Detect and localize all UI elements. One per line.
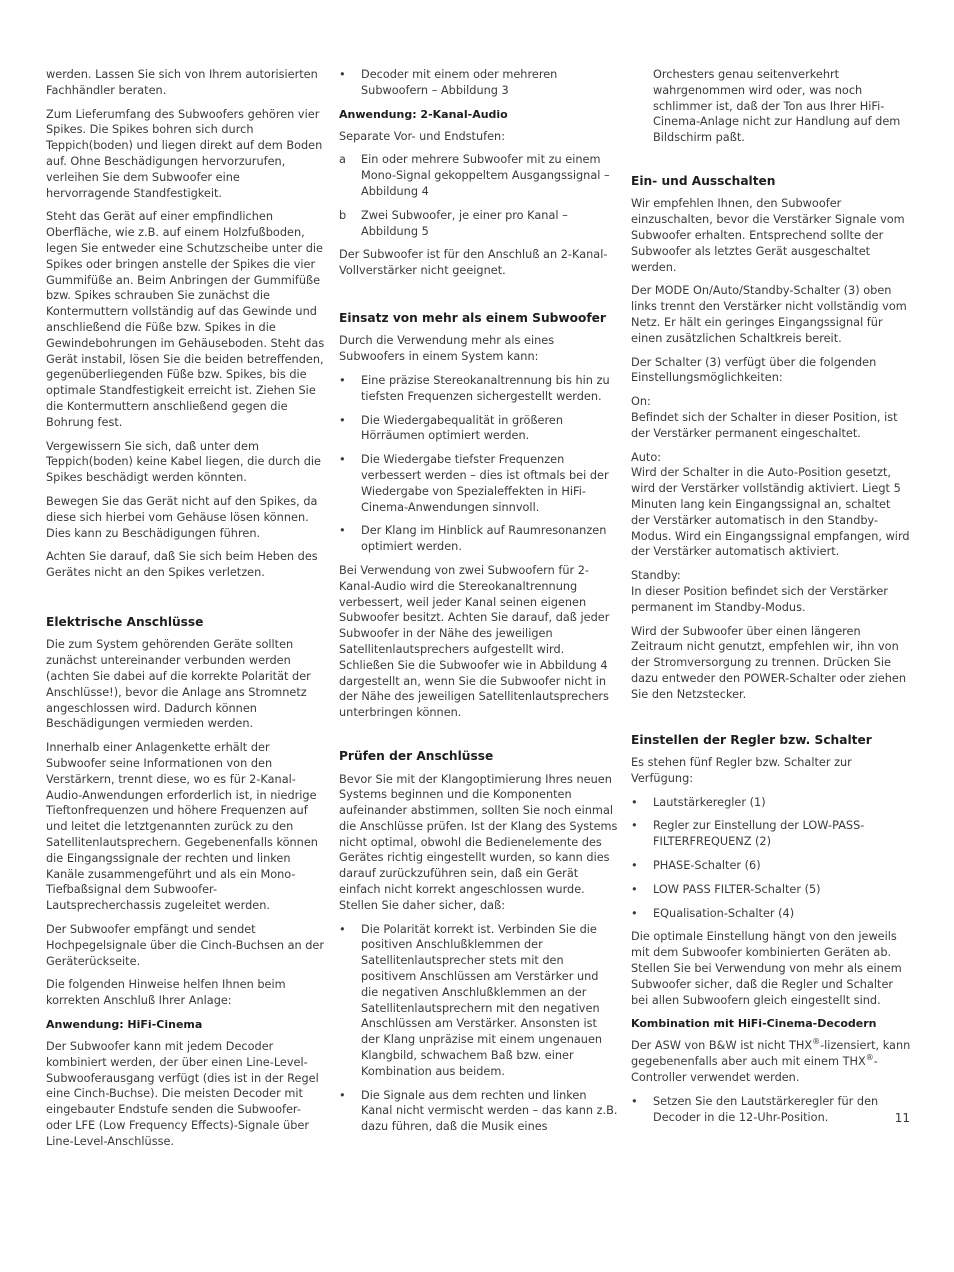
mode-auto-description: Auto: Wird der Schalter in die Auto-Position gesetzt, wird der Verstärker vollständig aktiviert. Liegt 5 Minuten lang kein Eingangssignal an, schaltet der Verstärker automatisch in den Standby-Modus. Wird ein Eingangssignal empfangen, wird der Verstärker automatisch aktiviert. bbox=[631, 450, 910, 559]
bullet-marker: • bbox=[631, 819, 638, 833]
bullet-marker: • bbox=[339, 374, 346, 388]
paragraph: Es stehen fünf Regler bzw. Schalter zur Verfügung: bbox=[631, 756, 852, 785]
paragraph: Durch die Verwendung mehr als eines Subwoofers in einem System kann: bbox=[339, 334, 555, 364]
bullet-marker: • bbox=[631, 906, 638, 920]
registered-mark: ® bbox=[865, 1053, 874, 1063]
heading-elektrische-anschluesse: Elektrische Anschlüsse bbox=[46, 614, 204, 629]
mode-label: Auto: bbox=[631, 450, 662, 464]
list-item: b Zwei Subwoofer, je einer pro Kanal – Abbildung 5 bbox=[339, 208, 568, 238]
subheading-2-kanal-audio: Anwendung: 2-Kanal-Audio bbox=[339, 107, 508, 121]
paragraph: Innerhalb einer Anlagenkette erhält der Subwoofer seine Informationen von den Verstärkern, trennt diese, wo es für 2-Kanal-Audio-Anwendungen erforderlich ist, in niedrige Tieftonfrequenzen und höhere Frequenzen auf und leitet die letztgenannten zurück zu den Satellitenlautsprechern. Gegebenenfalls können die Eingangssignale der rechten und linken Kanäle zusammengeführt und als ein Mono-Tiefbaßsignal dem Subwoofer-Lautsprecherchassis zugeleitet werden. bbox=[46, 741, 318, 913]
list-item: • Die Wiedergabequalität in größeren Hörräumen optimiert werden. bbox=[339, 413, 564, 443]
list-item: • LOW PASS FILTER-Schalter (5) bbox=[631, 882, 821, 896]
paragraph: Der Subwoofer ist für den Anschluß an 2-Kanal-Vollverstärker nicht geeignet. bbox=[339, 248, 608, 278]
heading-einstellen-regler: Einstellen der Regler bzw. Schalter bbox=[631, 732, 872, 747]
paragraph: Orchesters genau seitenverkehrt wahrgenommen wird oder, was noch schlimmer ist, daß der Ton aus Ihrer HiFi-Cinema-Anlage nicht zur Handlung auf dem Bildschirm paßt. bbox=[653, 68, 901, 145]
paragraph: werden. Lassen Sie sich von Ihrem autorisierten Fachhändler beraten. bbox=[46, 68, 318, 97]
paragraph: Zum Lieferumfang des Subwoofers gehören vier Spikes. Die Spikes bohren sich durch Teppich(boden) und liegen direkt auf dem Boden auf. Ohne Beschädigungen hervorzurufen, verleihen Sie dem Subwoofer eine hervorragende Standfestigkeit. bbox=[46, 107, 323, 200]
paragraph: Der Subwoofer empfängt und sendet Hochpegelsignale über die Cinch-Buchsen an der Geräterückseite. bbox=[46, 922, 325, 968]
bullet-marker: • bbox=[339, 68, 346, 81]
bullet-list bbox=[339, 67, 619, 99]
bullet-list bbox=[631, 795, 911, 922]
bullet-marker: • bbox=[339, 922, 346, 936]
list-marker: a bbox=[339, 153, 346, 167]
registered-mark: ® bbox=[812, 1037, 821, 1047]
paragraph: Die optimale Einstellung hängt von den jeweils mit dem Subwoofer kombinierten Geräten ab. Stellen Sie bei Verwendung von mehr als einem Subwoofer sicher, daß die Regler und Schalter bei allen Subwoofern gleich eingestellt sind. bbox=[631, 930, 902, 1007]
page-number: 11 bbox=[894, 1111, 910, 1125]
list-item: • Eine präzise Stereokanaltrennung bis hin zu tiefsten Frequenzen sichergestellt werden. bbox=[339, 374, 610, 403]
bullet-list bbox=[631, 1094, 911, 1126]
list-item: • Lautstärkeregler (1) bbox=[631, 795, 766, 809]
bullet-marker: • bbox=[631, 1094, 638, 1108]
paragraph: Der Schalter (3) verfügt über die folgenden Einstellungsmöglichkeiten: bbox=[631, 355, 877, 385]
mode-on-description: On: Befindet sich der Schalter in dieser Position, ist der Verstärker permanent eingeschaltet. bbox=[631, 395, 898, 440]
subheading-hifi-cinema: Anwendung: HiFi-Cinema bbox=[46, 1017, 203, 1031]
list-item: • Die Polarität korrekt ist. Verbinden Sie die positiven Anschlußklemmen der Satellitenlautsprecher stets mit den positivem Anschlüssen am Verstärker und die negativen Anschlußklemmen an der Satellitenlautsprechern mit den negativen Anschlüssen am Verstärker. Ansonsten ist der Klang unpräzise mit einem ungenauen Klangbild, schwachem Baß bzw. einer Kombination aus beidem. bbox=[339, 922, 603, 1078]
list-item: • Setzen Sie den Lautstärkeregler für den Decoder in die 12-Uhr-Position. bbox=[631, 1094, 879, 1124]
paragraph: Wir empfehlen Ihnen, den Subwoofer einzuschalten, bevor die Verstärker Signale vom Subwoofer erhalten. Entsprechend sollte der Subwoofer als letztes Gerät ausgeschaltet werden. bbox=[631, 197, 905, 274]
list-item: • PHASE-Schalter (6) bbox=[631, 859, 761, 873]
bullet-marker: • bbox=[339, 1088, 346, 1102]
paragraph-thx: Der ASW von B&W ist nicht THX®-lizensiert, kann gegebenenfalls aber auch mit einem THX®-Controller verwendet werden. bbox=[631, 1037, 911, 1085]
paragraph: Der MODE On/Auto/Standby-Schalter (3) oben links trennt den Verstärker nicht vollständig vom Netz. Er hält ein geringes Eingangssignal für einen zusätzlichen Schaltkreis bereit. bbox=[631, 284, 907, 345]
mode-label: Standby: bbox=[631, 569, 681, 583]
paragraph: Steht das Gerät auf einer empfindlichen Oberfläche, wie z.B. auf einem Holzfußboden, legen Sie entweder eine Schutzscheibe unter die Spikes oder bringen anstelle der Spikes die vier Gummifüße an. Beim Anbringen der Gummifüße bzw. Spikes schrauben Sie zunächst die Kontermuttern vollständig auf das Gewinde und anschließend die Füße bzw. Spikes in die Gewindebohrungen im Gehäuseboden. Steht das Gerät instabil, lösen Sie die beiden betreffenden, gegenüberliegenden Füße bzw. Spikes, bis die optimale Standfestigkeit erreicht ist. Ziehen Sie die Kontermuttern anschließend gegen die Bohrung fest. bbox=[46, 210, 325, 429]
heading-ein-ausschalten: Ein- und Ausschalten bbox=[631, 173, 776, 188]
paragraph: Bei Verwendung von zwei Subwoofern für 2-Kanal-Audio wird die Stereokanaltrennung verbessert, weil jeder Kanal seinen eigenen Subwoofer besitzt. Achten Sie darauf, daß jeder Subwoofer in der Nähe des jeweiligen Satellitenlautsprechers aufgestellt wird. Schließen Sie die Subwoofer wie in Abbildung 4 dargestellt an, wenn Sie die Subwoofer nicht in der Nähe des jeweiligen Satellitenlautsprechers unterbringen können. bbox=[339, 564, 610, 720]
mode-standby-description: Standby: In dieser Position befindet sich der Verstärker permanent im Standby-Modus. bbox=[631, 569, 888, 614]
paragraph: Die folgenden Hinweise helfen Ihnen beim korrekten Anschluß Ihrer Anlage: bbox=[46, 978, 286, 1008]
bullet-marker: • bbox=[631, 859, 638, 873]
bullet-marker: • bbox=[631, 795, 638, 809]
list-item: a Ein oder mehrere Subwoofer mit zu einem Mono-Signal gekoppeltem Ausgangssignal – Abbildung 4 bbox=[339, 153, 610, 198]
list-item: • EQualisation-Schalter (4) bbox=[631, 906, 795, 920]
paragraph: Bewegen Sie das Gerät nicht auf den Spikes, da diese sich hierbei vom Gehäuse lösen können. Dies kann zu Beschädigungen führen. bbox=[46, 494, 318, 540]
bullet-list bbox=[339, 922, 619, 1135]
paragraph: Achten Sie darauf, daß Sie sich beim Heben des Gerätes nicht an den Spikes verletzen. bbox=[46, 550, 318, 580]
column-right bbox=[631, 67, 911, 1133]
list-item: • Die Wiedergabe tiefster Frequenzen verbessert werden – dies ist oftmals bei der Wiedergabe von Spezialeffekten in HiFi-Cinema-Anwendungen sinnvoll. bbox=[339, 453, 609, 514]
column-middle bbox=[339, 67, 619, 1143]
list-item: • Die Signale aus dem rechten und linken Kanal nicht vermischt werden – das kann z.B. dazu führen, daß die Musik eines bbox=[339, 1088, 618, 1134]
list-item: • Decoder mit einem oder mehreren Subwoofern – Abbildung 3 bbox=[339, 68, 558, 97]
list-item: • Der Klang im Hinblick auf Raumresonanzen optimiert werden. bbox=[339, 524, 607, 554]
heading-einsatz-subwoofer: Einsatz von mehr als einem Subwoofer bbox=[339, 310, 606, 325]
lettered-list bbox=[339, 152, 619, 239]
paragraph: Der Subwoofer kann mit jedem Decoder kombiniert werden, der über einen Line-Level-Subwooferausgang verfügt (dies ist in der Regel eine Cinch-Buchse). Die meisten Decoder mit eingebauter Endstufe senden die Subwoofer- oder LFE (Low Frequency Effects)-Signale über Line-Level-Anschlüsse. bbox=[46, 1039, 319, 1148]
bullet-marker: • bbox=[631, 882, 638, 896]
paragraph: Wird der Subwoofer über einen längeren Zeitraum nicht genutzt, empfehlen wir, ihn von der Stromversorgung zu trennen. Drücken Sie dazu entweder den POWER-Schalter oder ziehen Sie den Netzstecker. bbox=[631, 624, 906, 701]
column-left bbox=[46, 67, 326, 1158]
list-item: • Regler zur Einstellung der LOW-PASS-FILTERFREQUENZ (2) bbox=[631, 819, 865, 849]
paragraph: Vergewissern Sie sich, daß unter dem Teppich(boden) keine Kabel liegen, die durch die Spikes beschädigt werden könnten. bbox=[46, 439, 321, 485]
paragraph: Separate Vor- und Endstufen: bbox=[339, 129, 506, 143]
list-marker: b bbox=[339, 208, 347, 222]
paragraph: Die zum System gehörenden Geräte sollten zunächst untereinander verbunden werden (achten Sie dabei auf die korrekte Polarität der Anschlüsse!), bevor die Anlage ans Stromnetz angeschlossen wird. Dadurch können Beschädigungen vermieden werden. bbox=[46, 638, 311, 731]
subheading-kombination-decodern: Kombination mit HiFi-Cinema-Decodern bbox=[631, 1017, 877, 1031]
heading-pruefen-anschluesse: Prüfen der Anschlüsse bbox=[339, 749, 494, 763]
paragraph: Bevor Sie mit der Klangoptimierung Ihres neuen Systems beginnen und die Komponenten aufeinander abstimmen, sollten Sie noch einmal die Anschlüsse prüfen. Ist der Klang des Systems nicht optimal, obwohl die Bedienelemente des Gerätes richtig eingestellt wurden, so kann dies darauf zurückzuführen sein, daß ein Gerät einfach nicht korrekt angeschlossen wurde. Stellen Sie daher sicher, daß: bbox=[339, 772, 618, 912]
mode-label: On: bbox=[631, 395, 651, 409]
bullet-list bbox=[339, 373, 619, 555]
bullet-marker: • bbox=[339, 524, 346, 538]
bullet-marker: • bbox=[339, 453, 346, 467]
bullet-marker: • bbox=[339, 413, 346, 427]
